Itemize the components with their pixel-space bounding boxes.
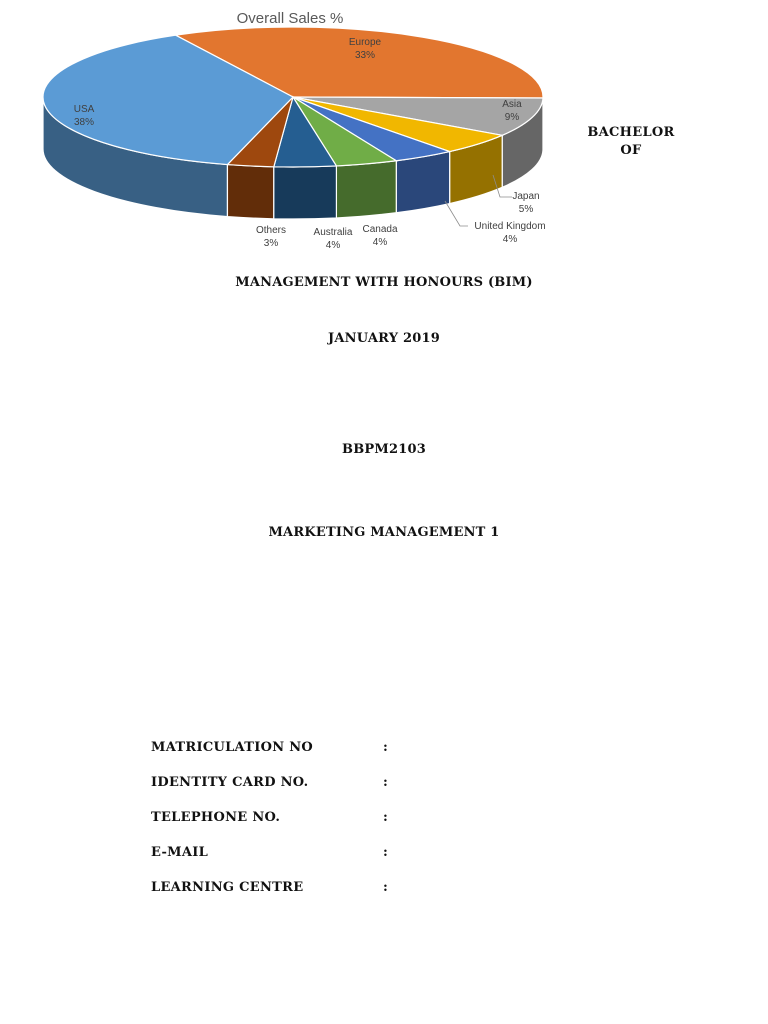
pie-side-united-kingdom [396, 152, 449, 213]
course-name: MARKETING MANAGEMENT 1 [268, 525, 500, 540]
info-row-matriculation [151, 740, 511, 760]
slice-value-europe: 33% [354, 50, 376, 61]
slice-label-usa: USA [73, 104, 95, 115]
slice-label-canada: Canada [362, 224, 398, 235]
slice-label-asia: Asia [502, 99, 522, 110]
slice-label-europe: Europe [348, 37, 382, 48]
info-label: LEARNING CENTRE [151, 880, 304, 895]
slice-value-japan: 5% [518, 204, 534, 215]
pie-chart [0, 0, 586, 266]
pie-side-australia [274, 166, 337, 219]
info-row-telephone [151, 810, 511, 830]
chart-title: Overall Sales % [236, 10, 344, 27]
info-label: E-MAIL [151, 845, 209, 860]
info-row-identity-card [151, 775, 511, 795]
info-label: IDENTITY CARD NO. [151, 775, 309, 790]
slice-value-usa: 38% [73, 117, 95, 128]
pie-chart-svg [0, 0, 586, 266]
slice-value-others: 3% [263, 238, 279, 249]
slice-value-australia: 4% [325, 240, 341, 251]
slice-label-japan: Japan [512, 191, 540, 202]
slice-value-canada: 4% [372, 237, 388, 248]
info-separator: : [383, 740, 389, 755]
info-separator: : [383, 845, 389, 860]
slice-value-asia: 9% [504, 112, 520, 123]
slice-label-united-kingdom: United Kingdom [474, 221, 546, 232]
slice-value-united-kingdom: 4% [502, 234, 518, 245]
info-row-email [151, 845, 511, 865]
pie-top-layer [43, 27, 543, 167]
info-label: MATRICULATION NO [151, 740, 314, 755]
degree-heading [575, 124, 687, 160]
semester: JANUARY 2019 [328, 331, 440, 346]
info-separator: : [383, 775, 389, 790]
degree-line-2: OF [620, 143, 642, 158]
degree-line-1: BACHELOR [587, 125, 675, 140]
leader-line-united-kingdom [445, 201, 468, 226]
info-separator: : [383, 880, 389, 895]
course-code: BBPM2103 [342, 442, 426, 457]
info-label: TELEPHONE NO. [151, 810, 281, 825]
slice-label-australia: Australia [313, 227, 353, 238]
info-row-learning-centre [151, 880, 511, 900]
programme-title: MANAGEMENT WITH HONOURS (BIM) [235, 275, 533, 290]
info-separator: : [383, 810, 389, 825]
pie-side-others [227, 165, 273, 219]
slice-label-others: Others [255, 225, 287, 236]
pie-side-canada [336, 161, 396, 218]
